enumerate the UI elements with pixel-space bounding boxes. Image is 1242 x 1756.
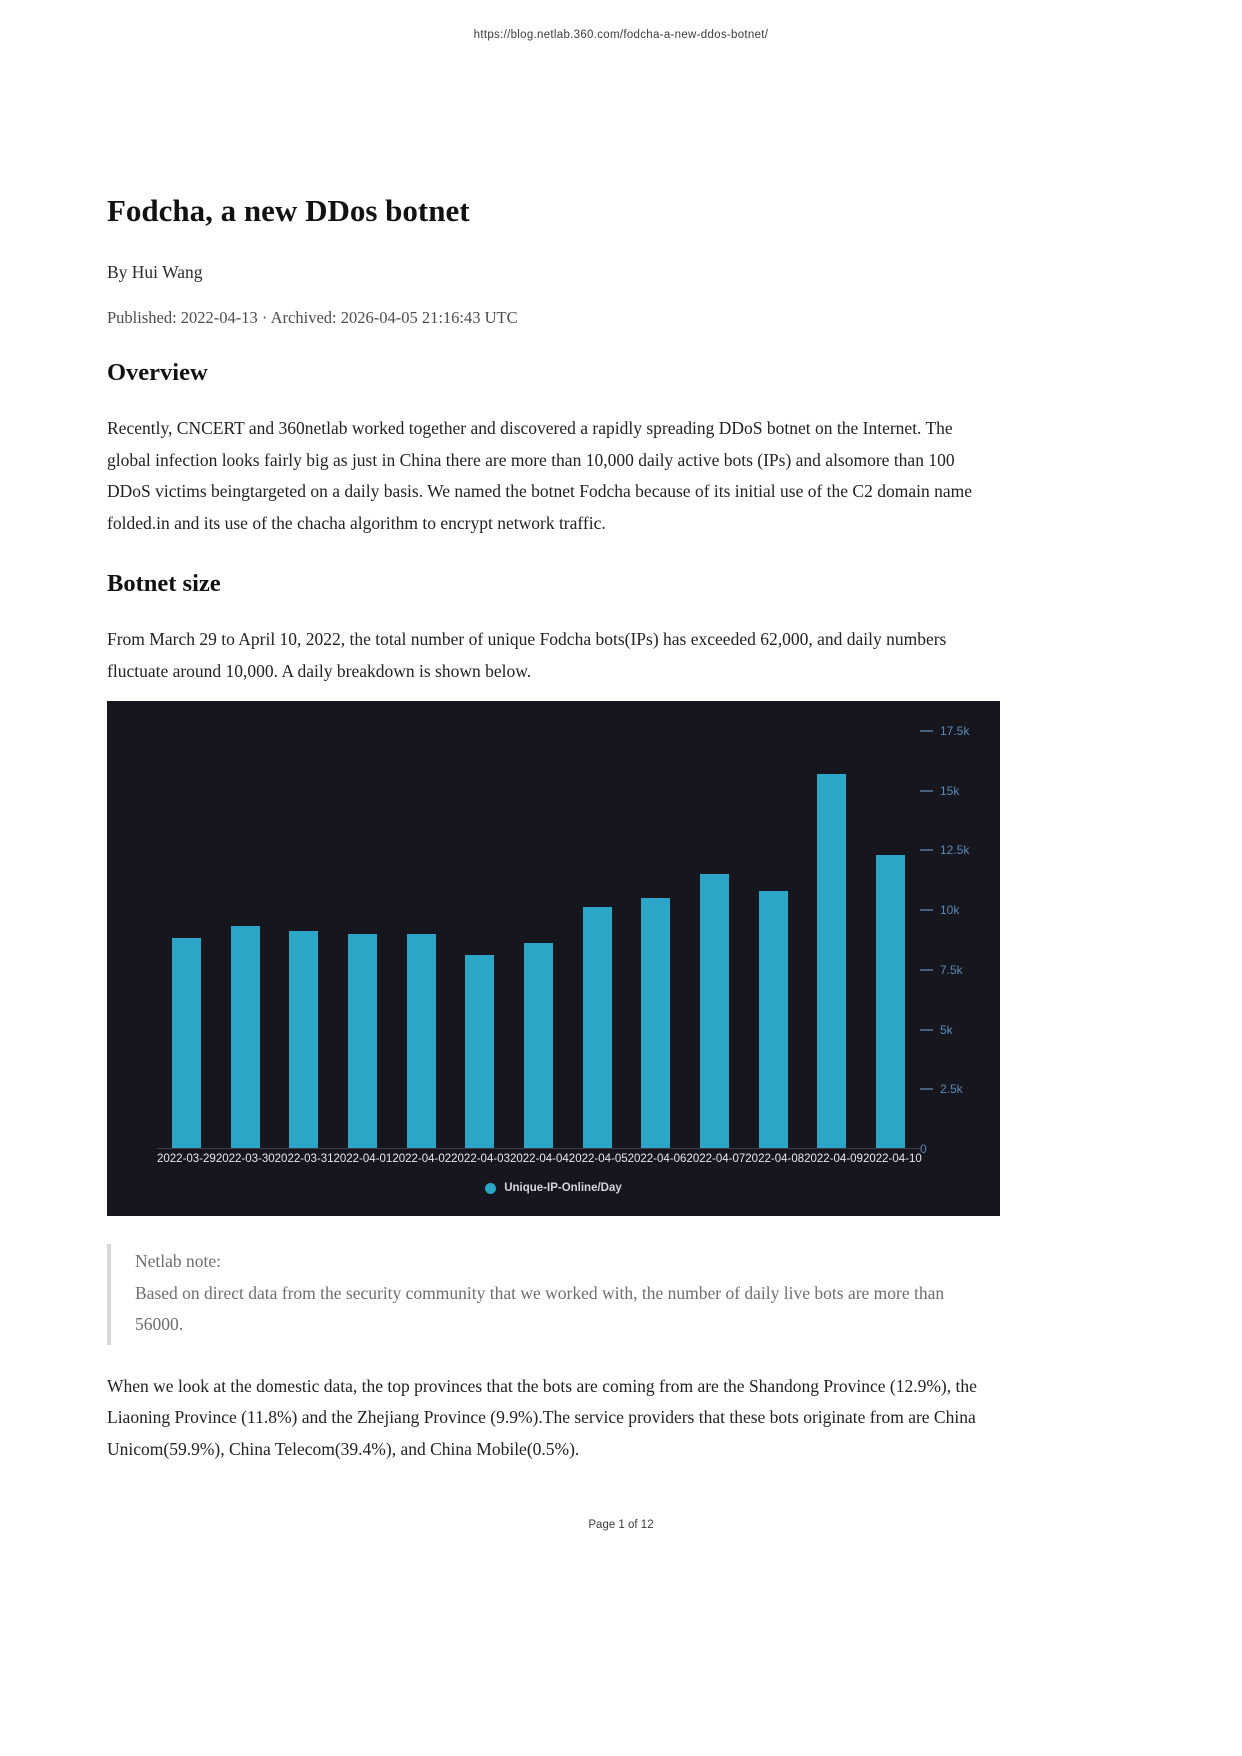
tick-mark — [920, 1029, 933, 1031]
bar-2022-04-07 — [685, 731, 744, 1148]
x-axis-label-cell — [628, 1153, 687, 1169]
x-axis-label: 2022-03-30 — [215, 1153, 275, 1165]
tick-mark — [920, 969, 933, 971]
x-axis-label: 2022-04-08 — [745, 1153, 805, 1165]
y-axis-tick — [920, 724, 969, 738]
bar-2022-04-05 — [568, 731, 627, 1148]
bar-fill — [348, 934, 377, 1148]
bar-fill — [524, 943, 553, 1148]
bar-2022-04-06 — [627, 731, 686, 1148]
x-axis-label: 2022-03-31 — [274, 1153, 334, 1165]
bar-fill — [172, 938, 201, 1148]
section-heading-overview: Overview — [107, 359, 208, 386]
bar-fill — [289, 931, 318, 1148]
x-axis-label-cell — [216, 1153, 275, 1169]
overview-paragraph: Recently, CNCERT and 360netlab worked together and discovered a rapidly spreading DDoS botnet on the Internet. The global infection looks fairly big as just in China there are more than 10,000 daily active bots (IPs) and alsomore than 100 DDoS victims beingtargeted on a daily basis. We named the botnet Fodcha because of its initial use of the C2 domain name folded.in and its use of the chacha algorithm to encrypt network traffic. — [107, 418, 972, 533]
tick-mark — [920, 730, 933, 732]
legend-dot-icon — [485, 1183, 496, 1194]
y-axis-label: 15k — [940, 783, 960, 798]
bar-fill — [407, 934, 436, 1148]
y-axis-label: 2.5k — [940, 1082, 963, 1097]
bar-2022-03-29 — [157, 731, 216, 1148]
x-axis-label: 2022-04-02 — [392, 1153, 452, 1165]
y-axis-tick — [920, 1082, 963, 1096]
y-axis-label: 0 — [920, 1142, 927, 1156]
x-axis-label: 2022-04-01 — [333, 1153, 393, 1165]
x-axis-label-cell — [745, 1153, 804, 1169]
chart-plot-area — [157, 731, 920, 1149]
x-axis-label-cell — [275, 1153, 334, 1169]
tick-mark — [920, 909, 933, 911]
article-title: Fodcha, a new DDos botnet — [107, 193, 470, 228]
legend-label: Unique-IP-Online/Day — [504, 1182, 622, 1194]
x-axis-label: 2022-04-10 — [862, 1153, 922, 1165]
x-axis-label-cell — [451, 1153, 510, 1169]
tick-mark — [920, 849, 933, 851]
bar-2022-04-01 — [333, 731, 392, 1148]
tick-mark — [920, 1088, 933, 1090]
bar-2022-04-03 — [450, 731, 509, 1148]
bar-2022-03-31 — [274, 731, 333, 1148]
bar-2022-04-10 — [861, 731, 920, 1148]
article-meta: Published: 2022-04-13 · Archived: 2026-04-05 21:16:43 UTC — [107, 308, 518, 327]
x-axis-label-cell — [510, 1153, 569, 1169]
botnet-size-paragraph: From March 29 to April 10, 2022, the total number of unique Fodcha bots(IPs) has exceeded 62,000, and daily numbers fluctuate around 10,000. A daily breakdown is shown below. — [107, 629, 947, 681]
article-byline: By Hui Wang — [107, 262, 203, 282]
bar-2022-04-04 — [509, 731, 568, 1148]
y-axis-tick — [920, 784, 959, 798]
bar-fill — [641, 898, 670, 1148]
section-heading-botnet-size: Botnet size — [107, 570, 221, 597]
y-axis-label: 5k — [940, 1022, 953, 1037]
page-number: Page 1 of 12 — [588, 1519, 654, 1531]
x-axis-label-cell — [392, 1153, 451, 1169]
y-axis-label: 17.5k — [940, 724, 970, 738]
x-axis-label: 2022-04-05 — [568, 1153, 628, 1165]
chart-legend — [107, 1182, 1000, 1194]
bar-2022-03-30 — [216, 731, 275, 1148]
bar-fill — [465, 955, 494, 1148]
domestic-data-paragraph: When we look at the domestic data, the top provinces that the bots are coming from are the Shandong Province (12.9%), the Liaoning Province (11.8%) and the Zhejiang Province (9.9%).The service providers that these bots originate from are China Unicom(59.9%), China Telecom(39.4%), and China Mobile(0.5%). — [107, 1375, 977, 1459]
x-axis-label: 2022-04-07 — [686, 1153, 746, 1165]
x-axis-label-cell — [157, 1153, 216, 1169]
bar-2022-04-08 — [744, 731, 803, 1148]
bar-2022-04-09 — [803, 731, 862, 1148]
bar-fill — [231, 926, 260, 1148]
x-axis-label: 2022-03-29 — [157, 1153, 216, 1165]
y-axis-tick — [920, 903, 959, 917]
page-url: https://blog.netlab.360.com/fodcha-a-new-ddos-botnet/ — [473, 29, 769, 41]
unique-ip-online-chart — [107, 701, 1000, 1216]
y-axis-label: 12.5k — [940, 843, 970, 858]
y-axis-tick — [920, 843, 969, 857]
bar-2022-04-02 — [392, 731, 451, 1148]
y-axis-label: 10k — [940, 903, 960, 918]
chart-y-axis — [920, 724, 1000, 1156]
x-axis-label-cell — [804, 1153, 863, 1169]
x-axis-label-cell — [333, 1153, 392, 1169]
chart-x-axis — [157, 1153, 920, 1169]
bar-fill — [817, 774, 846, 1148]
tick-mark — [920, 790, 933, 792]
x-axis-label-cell — [863, 1153, 922, 1169]
x-axis-label-cell — [686, 1153, 745, 1169]
article-content — [107, 0, 993, 1465]
x-axis-label: 2022-04-06 — [627, 1153, 687, 1165]
y-axis-tick — [920, 963, 963, 977]
note-label: Netlab note: — [135, 1251, 222, 1271]
bar-fill — [759, 891, 788, 1148]
x-axis-label: 2022-04-03 — [451, 1153, 510, 1165]
x-axis-label: 2022-04-04 — [509, 1153, 569, 1165]
bar-fill — [876, 855, 905, 1148]
bar-fill — [583, 907, 612, 1148]
y-axis-tick — [920, 1023, 953, 1037]
y-axis-label: 7.5k — [940, 962, 963, 977]
note-text: Based on direct data from the security community that we worked with, the number of daily live bots are more than 56000. — [135, 1282, 945, 1334]
x-axis-label-cell — [569, 1153, 628, 1169]
bar-fill — [700, 874, 729, 1148]
x-axis-label: 2022-04-09 — [804, 1153, 863, 1165]
netlab-note-quote — [107, 1244, 993, 1345]
